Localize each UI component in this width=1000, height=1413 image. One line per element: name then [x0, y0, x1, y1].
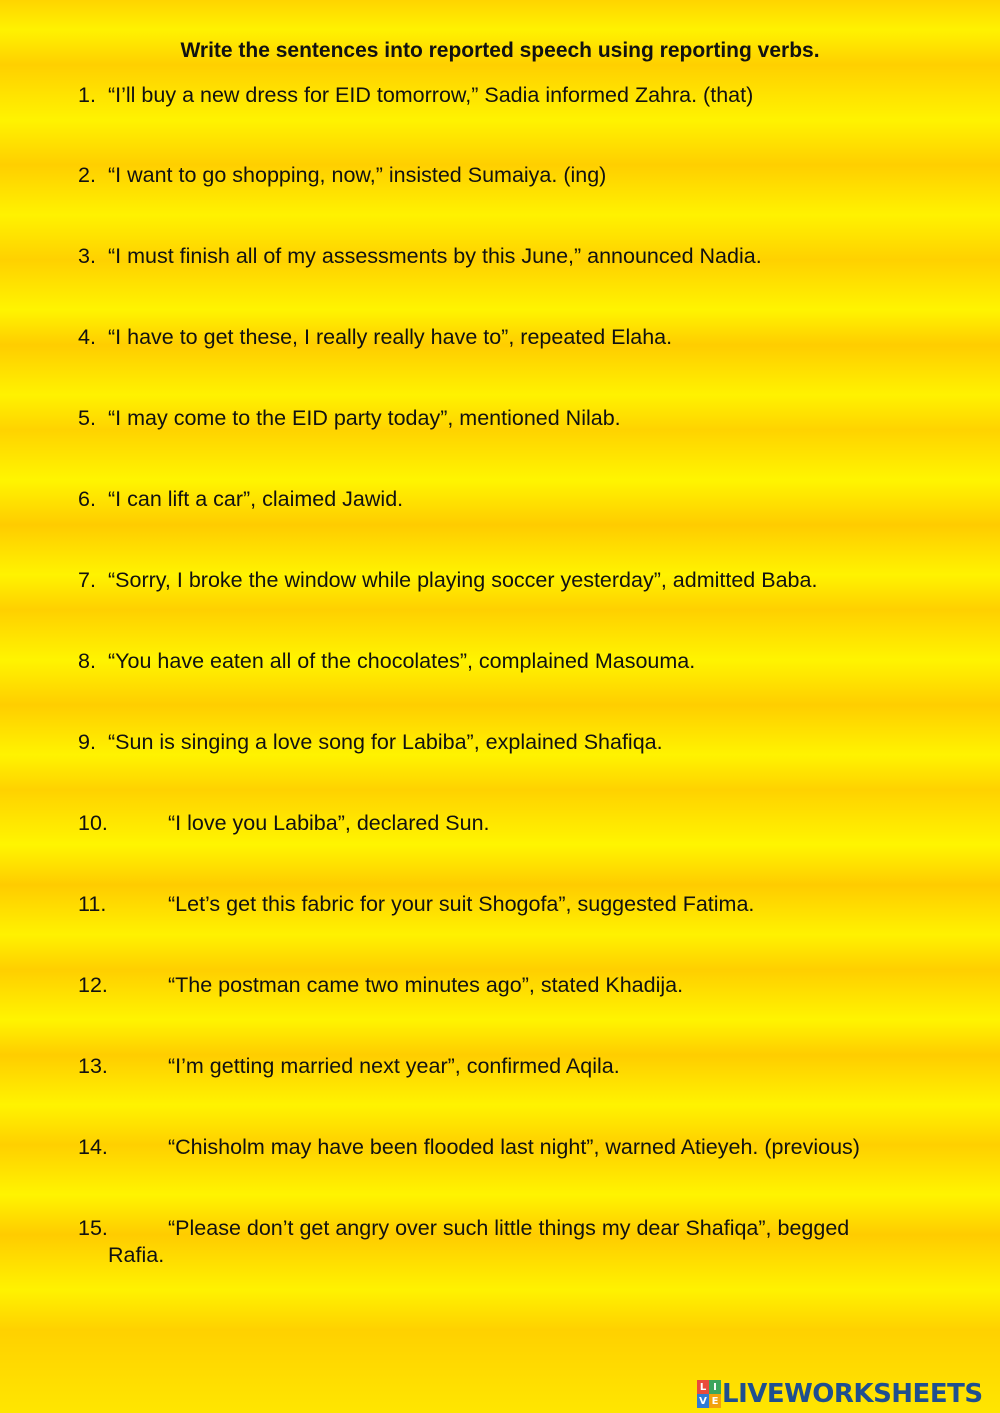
item-number: 9.	[78, 730, 96, 754]
item-sentence: “I want to go shopping, now,” insisted Sumaiya. (ing)	[108, 163, 607, 187]
list-item	[78, 243, 938, 270]
item-sentence: “The postman came two minutes ago”, stated Khadija.	[168, 973, 684, 997]
list-item	[78, 82, 938, 109]
item-sentence: “Sun is singing a love song for Labiba”, explained Shafiqa.	[108, 730, 663, 754]
list-item	[78, 1053, 938, 1080]
item-number: 2.	[78, 163, 96, 187]
list-item	[78, 972, 938, 999]
worksheet-title: Write the sentences into reported speech using reporting verbs.	[180, 39, 820, 62]
list-item	[78, 810, 938, 837]
item-number: 8.	[78, 649, 96, 673]
item-number: 15.	[78, 1216, 108, 1240]
list-item	[78, 729, 938, 756]
list-item	[78, 891, 938, 918]
item-number: 3.	[78, 244, 96, 268]
item-sentence: “I must finish all of my assessments by this June,” announced Nadia.	[108, 244, 762, 268]
list-item	[78, 1215, 938, 1269]
item-sentence: “I may come to the EID party today”, mentioned Nilab.	[108, 406, 621, 430]
item-sentence: “You have eaten all of the chocolates”, complained Masouma.	[108, 649, 696, 673]
item-number: 6.	[78, 487, 96, 511]
item-sentence: “Let’s get this fabric for your suit Shogofa”, suggested Fatima.	[168, 892, 755, 916]
list-item	[78, 1134, 938, 1161]
item-number: 4.	[78, 325, 96, 349]
list-item	[78, 486, 938, 513]
item-number: 14.	[78, 1135, 108, 1159]
list-item	[78, 324, 938, 351]
badge-letter: E	[709, 1394, 721, 1408]
list-item	[78, 648, 938, 675]
item-sentence: “Please don’t get angry over such little things my dear Shafiqa”, begged	[168, 1216, 850, 1240]
item-number: 13.	[78, 1054, 108, 1078]
item-number: 12.	[78, 973, 108, 997]
item-number: 7.	[78, 568, 96, 592]
item-number: 5.	[78, 406, 96, 430]
item-number: 10.	[78, 811, 108, 835]
badge-letter: I	[709, 1380, 721, 1394]
item-sentence: “I can lift a car”, claimed Jawid.	[108, 487, 404, 511]
item-sentence-continuation: Rafia.	[108, 1243, 165, 1267]
item-sentence: “I have to get these, I really really have to”, repeated Elaha.	[108, 325, 673, 349]
item-sentence: “I love you Labiba”, declared Sun.	[168, 811, 490, 835]
logo-text: LIVEWORKSHEETS	[722, 1379, 983, 1409]
list-item	[78, 567, 938, 594]
list-item	[78, 162, 938, 189]
item-sentence: “Chisholm may have been flooded last night”, warned Atieyeh. (previous)	[168, 1135, 860, 1159]
liveworksheets-logo	[697, 1378, 983, 1410]
list-item	[78, 405, 938, 432]
badge-letter: V	[697, 1394, 709, 1408]
item-sentence: “I’ll buy a new dress for EID tomorrow,” Sadia informed Zahra. (that)	[108, 83, 754, 107]
badge-letter: L	[697, 1380, 709, 1394]
item-number: 11.	[78, 892, 107, 916]
item-sentence: “Sorry, I broke the window while playing soccer yesterday”, admitted Baba.	[108, 568, 818, 592]
live-badge-icon	[697, 1380, 721, 1408]
item-sentence: “I’m getting married next year”, confirmed Aqila.	[168, 1054, 620, 1078]
item-number: 1.	[78, 83, 96, 107]
